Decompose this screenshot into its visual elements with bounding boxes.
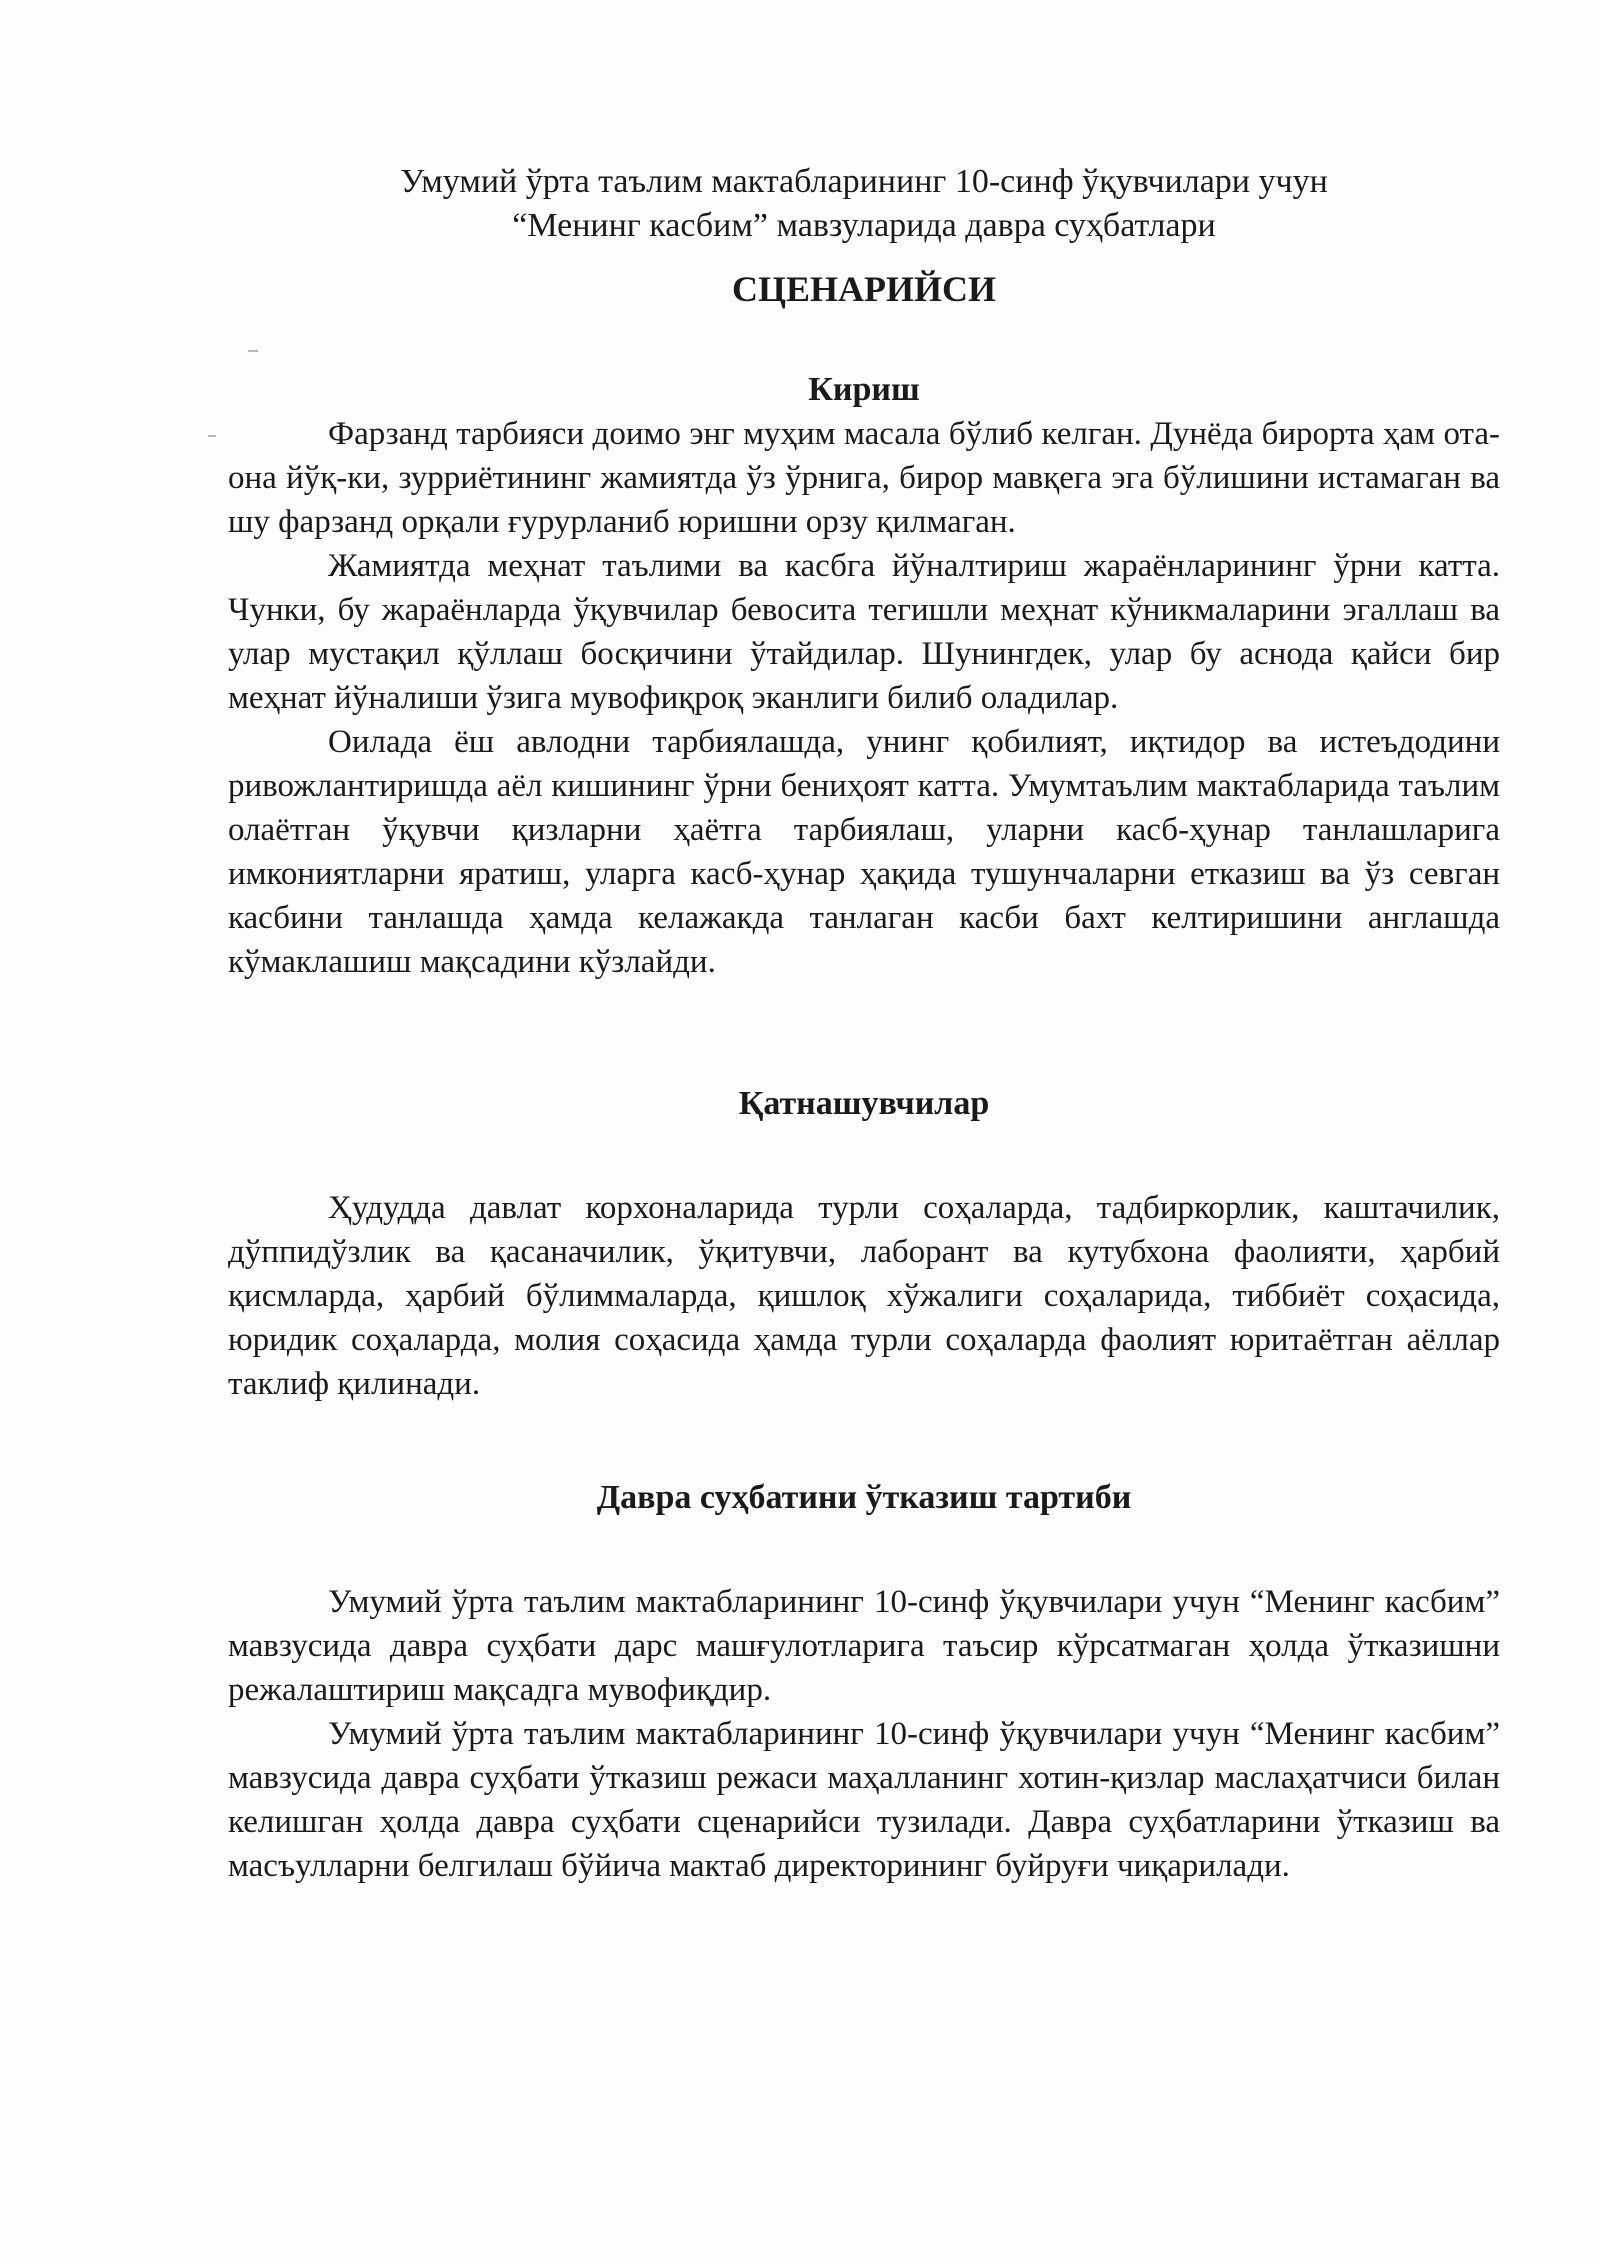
- section-heading-order: Давра суҳбатини ўтказиш тартиби: [596, 1479, 1132, 1516]
- section-heading-participants: Қатнашувчилар: [738, 1085, 990, 1122]
- participants-paragraph-1: Ҳудудда давлат корхоналарида турли соҳаларда, тадбиркорлик, каштачилик, дўппидўзлик ва қасаначилик, ўқитувчи, лаборант ва кутубхона фаолияти, ҳарбий қисмларда, ҳарбий бўлиммаларда, қишлоқ хўжалиги соҳаларида, тиббиёт соҳасида, юридик соҳаларда, молия соҳасида ҳамда турли соҳаларда фаолият юритаётган аёллар таклиф қилинади.: [228, 1190, 1500, 1402]
- intro-paragraph-2: Жамиятда меҳнат таълими ва касбга йўналтириш жараёнларининг ўрни катта. Чунки, бу жараёнларда ўқувчилар бевосита тегишли меҳнат кўникмаларини эгаллаш ва улар мустақил қўллаш босқичини ўтайдилар. Шунингдек, улар бу аснода қайси бир меҳнат йўналиши ўзига мувофиқроқ эканлиги билиб оладилар.: [228, 548, 1500, 716]
- section-heading-intro: Кириш: [808, 371, 920, 408]
- order-paragraph-2: Умумий ўрта таълим мактабларининг 10-синф ўқувчилари учун “Менинг касбим” мавзусида давра суҳбати ўтказиш режаси маҳалланинг хотин-қизлар маслаҳатчиси билан келишган ҳолда давра суҳбати сценарийси тузилади. Давра суҳбатларини ўтказиш ва масъулларни белгилаш бўйича мактаб директорининг буйруғи чиқарилади.: [228, 1716, 1500, 1884]
- intro-paragraph-3: Оилада ёш авлодни тарбиялашда, унинг қобилият, иқтидор ва истеъдодини ривожлантиришда аёл кишининг ўрни бениҳоят катта. Умумтаълим мактабларида таълим олаётган ўқувчи қизларни ҳаётга тарбиялаш, уларни касб-ҳунар танлашларига имкониятларни яратиш, уларга касб-ҳунар ҳақида тушунчаларни етказиш ва ўз севган касбини танлашда ҳамда келажакда танлаган касби бахт келтиришини англашда кўмаклашиш мақсадини кўзлайди.: [228, 724, 1500, 980]
- document-body: [228, 160, 1500, 1888]
- header-line-2: “Менинг касбим” мавзуларида давра суҳбатлари: [512, 207, 1216, 244]
- document-title: СЦЕНАРИЙСИ: [731, 269, 996, 309]
- header-line-1: Умумий ўрта таълим мактабларининг 10-синф ўқувчилари учун: [400, 163, 1328, 200]
- scan-mark: [208, 435, 216, 437]
- order-paragraph-1: Умумий ўрта таълим мактабларининг 10-синф ўқувчилари учун “Менинг касбим” мавзусида давра суҳбати дарс машғулотларига таъсир кўрсатмаган ҳолда ўтказишни режалаштириш мақсадга мувофиқдир.: [228, 1584, 1500, 1708]
- intro-paragraph-1: Фарзанд тарбияси доимо энг муҳим масала бўлиб келган. Дунёда бирорта ҳам ота-она йўқ-ки, зурриётининг жамиятда ўз ўрнига, бирор мавқега эга бўлишини истамаган ва шу фарзанд орқали ғурурланиб юришни орзу қилмаган.: [228, 416, 1500, 540]
